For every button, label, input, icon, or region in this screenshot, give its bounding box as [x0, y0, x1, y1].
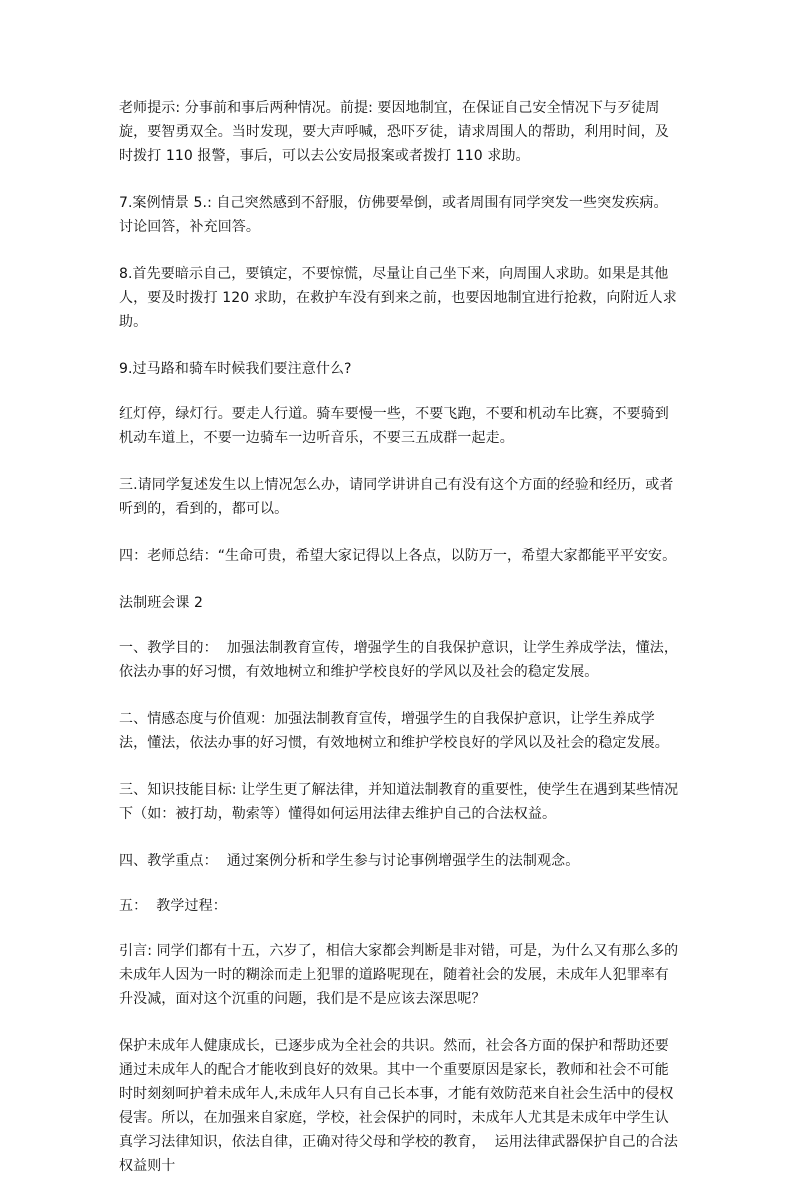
- paragraph-introduction: 引言: 同学们都有十五，六岁了，相信大家都会判断是非对错，可是，为什么又有那么多的未成年人因为一时的糊涂而走上犯罪的道路呢现在，随着社会的发展，未成年人犯罪率有升没减，面对这个沉重的问题，我们是不是应该去深思呢？: [119, 943, 679, 1007]
- paragraph-question-9: 9.过马路和骑车时候我们要注意什么?: [119, 361, 352, 377]
- paragraph-knowledge-skills: 三、知识技能目标: 让学生更了解法律，并知道法制教育的重要性，使学生在遇到某些情况下（如：被打劫，勒索等）懂得如何运用法律去维护自己的合法权益。: [119, 782, 679, 822]
- paragraph-traffic-answer: 红灯停，绿灯行。要走人行道。骑车要慢一些，不要飞跑，不要和机动车比赛，不要骑到机动车道上，不要一边骑车一边听音乐，不要三五成群一起走。: [119, 406, 669, 446]
- paragraph-protect-minors: 保护未成年人健康成长，已逐步成为全社会的共识。然而，社会各方面的保护和帮助还要通过未成年人的配合才能收到良好的效果。其中一个重要原因是家长，教师和社会不可能时时刻刻呵护着未成年人,未成年人只有自己长本事，才能有效防范来自社会生活中的侵权侵害。所以，在加强来自家庭，学校，社会保护的同时，未成年人尤其是未成年中学生认真学习法律知识，依法自律，正确对待父母和学校的教育， 运用法律武器保护自己的合法权益则十: [119, 1038, 678, 1174]
- paragraph-section-three: 三.请同学复述发生以上情况怎么办，请同学讲讲自己有没有这个方面的经验和经历，或者听到的，看到的，都可以。: [119, 477, 674, 517]
- paragraph-teacher-tip: 老师提示: 分事前和事后两种情况。前提: 要因地制宜，在保证自己安全情况下与歹徒周旋，要智勇双全。当时发现，要大声呼喊，恐吓歹徒，请求周围人的帮助，利用时间，及时拨打 110 报警，事后，可以去公安局报案或者拨打 110 求助。: [119, 100, 669, 164]
- paragraph-case-7: 7.案例情景 5.: 自己突然感到不舒服，仿佛要晕倒，或者周围有同学突发一些突发疾病。讨论回答，补充回答。: [119, 195, 668, 235]
- section-heading-law-class-2: 法制班会课 2: [119, 595, 204, 611]
- paragraph-teaching-process: 五： 教学过程：: [119, 898, 227, 914]
- document-page: [119, 96, 681, 1201]
- paragraph-item-8: 8.首先要暗示自己，要镇定，不要惊慌，尽量让自己坐下来，向周围人求助。如果是其他人，要及时拨打 120 求助，在救护车没有到来之前，也要因地制宜进行抢救，向附近人求助。: [119, 266, 677, 330]
- paragraph-emotion-values: 二、情感态度与价值观：加强法制教育宣传，增强学生的自我保护意识，让学生养成学法，懂法，依法办事的好习惯，有效地树立和维护学校良好的学风以及社会的稳定发展。: [119, 711, 669, 751]
- paragraph-teacher-summary: 四：老师总结：“生命可贵，希望大家记得以上各点，以防万一，希望大家都能平平安安。: [119, 548, 677, 564]
- paragraph-teaching-objective: 一、教学目的： 加强法制教育宣传，增强学生的自我保护意识，让学生养成学法，懂法，依法办事的好习惯，有效地树立和维护学校良好的学风以及社会的稳定发展。: [119, 640, 678, 680]
- paragraph-teaching-focus: 四、教学重点： 通过案例分析和学生参与讨论事例增强学生的法制观念。: [119, 853, 580, 869]
